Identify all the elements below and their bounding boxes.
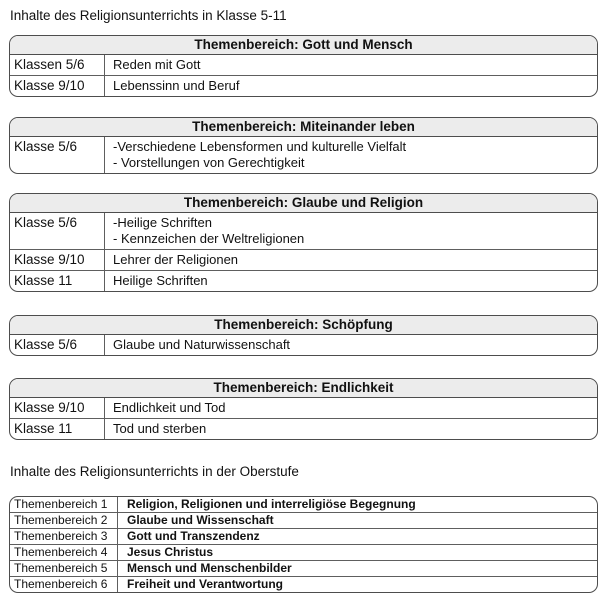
table-header: Themenbereich: Glaube und Religion — [10, 194, 597, 213]
klasse-cell: Klasse 9/10 — [10, 76, 105, 96]
content-line: Heilige Schriften — [113, 273, 208, 288]
klasse-cell: Klasse 5/6 — [10, 213, 105, 249]
table-row — [10, 335, 597, 355]
table-row — [10, 512, 597, 528]
content-line: -Heilige Schriften — [113, 215, 212, 230]
content-line: -Verschiedene Lebensformen und kulturelle Vielfalt — [113, 139, 407, 154]
table-header: Themenbereich: Endlichkeit — [10, 379, 597, 398]
klasse-cell: Klassen 5/6 — [10, 55, 105, 75]
table-row — [10, 497, 597, 512]
content-cell — [105, 137, 597, 173]
themenbereich-cell: Themenbereich 5 — [10, 561, 118, 576]
table-oberstufe — [9, 496, 598, 593]
themenbereich-cell: Themenbereich 4 — [10, 545, 118, 560]
table-row — [10, 75, 597, 96]
table-row — [10, 249, 597, 270]
klasse-cell: Klasse 5/6 — [10, 335, 105, 355]
table-header: Themenbereich: Schöpfung — [10, 316, 597, 335]
table-header: Themenbereich: Miteinander leben — [10, 118, 597, 137]
content-line: - Kennzeichen der Weltreligionen — [113, 231, 305, 246]
table-endlichkeit — [9, 378, 598, 440]
table-row — [10, 213, 597, 249]
content-cell: Religion, Religionen und interreligiöse Begegnung — [127, 497, 416, 511]
table-row — [10, 544, 597, 560]
content-line: Endlichkeit und Tod — [113, 400, 226, 415]
table-gott-und-mensch — [9, 35, 598, 97]
table-schoepfung — [9, 315, 598, 356]
content-cell: Glaube und Wissenschaft — [127, 513, 274, 527]
klasse-cell: Klasse 11 — [10, 271, 105, 291]
table-row — [10, 270, 597, 291]
content-cell — [105, 76, 597, 96]
content-cell — [105, 250, 597, 270]
themenbereich-cell: Themenbereich 2 — [10, 513, 118, 528]
table-row — [10, 576, 597, 592]
content-cell: Jesus Christus — [127, 545, 214, 559]
content-line: - Vorstellungen von Gerechtigkeit — [113, 155, 305, 170]
klasse-cell: Klasse 11 — [10, 419, 105, 439]
table-header: Themenbereich: Gott und Mensch — [10, 36, 597, 55]
table-row — [10, 55, 597, 75]
content-line: Reden mit Gott — [113, 57, 201, 72]
document-title-oberstufe: Inhalte des Religionsunterrichts in der Oberstufe — [10, 464, 299, 479]
content-cell — [105, 398, 597, 418]
content-cell: Freiheit und Verantwortung — [127, 577, 284, 591]
table-row — [10, 560, 597, 576]
klasse-cell: Klasse 9/10 — [10, 398, 105, 418]
content-line: Lehrer der Religionen — [113, 252, 239, 267]
klasse-cell: Klasse 9/10 — [10, 250, 105, 270]
themenbereich-cell: Themenbereich 1 — [10, 497, 118, 512]
themenbereich-cell: Themenbereich 3 — [10, 529, 118, 544]
table-glaube-und-religion — [9, 193, 598, 292]
content-cell: Mensch und Menschenbilder — [127, 561, 292, 575]
content-cell — [105, 335, 597, 355]
table-row — [10, 137, 597, 173]
klasse-cell: Klasse 5/6 — [10, 137, 105, 173]
content-line: Lebenssinn und Beruf — [113, 78, 240, 93]
table-row — [10, 528, 597, 544]
content-cell — [105, 419, 597, 439]
table-row — [10, 418, 597, 439]
table-miteinander-leben — [9, 117, 598, 174]
table-row — [10, 398, 597, 418]
document-title-klasse: Inhalte des Religionsunterrichts in Klasse 5-11 — [10, 8, 287, 23]
themenbereich-cell: Themenbereich 6 — [10, 577, 118, 592]
content-line: Tod und sterben — [113, 421, 207, 436]
content-cell — [105, 213, 597, 249]
content-cell: Gott und Transzendenz — [127, 529, 260, 543]
content-line: Glaube und Naturwissenschaft — [113, 337, 291, 352]
content-cell — [105, 55, 597, 75]
content-cell — [105, 271, 597, 291]
